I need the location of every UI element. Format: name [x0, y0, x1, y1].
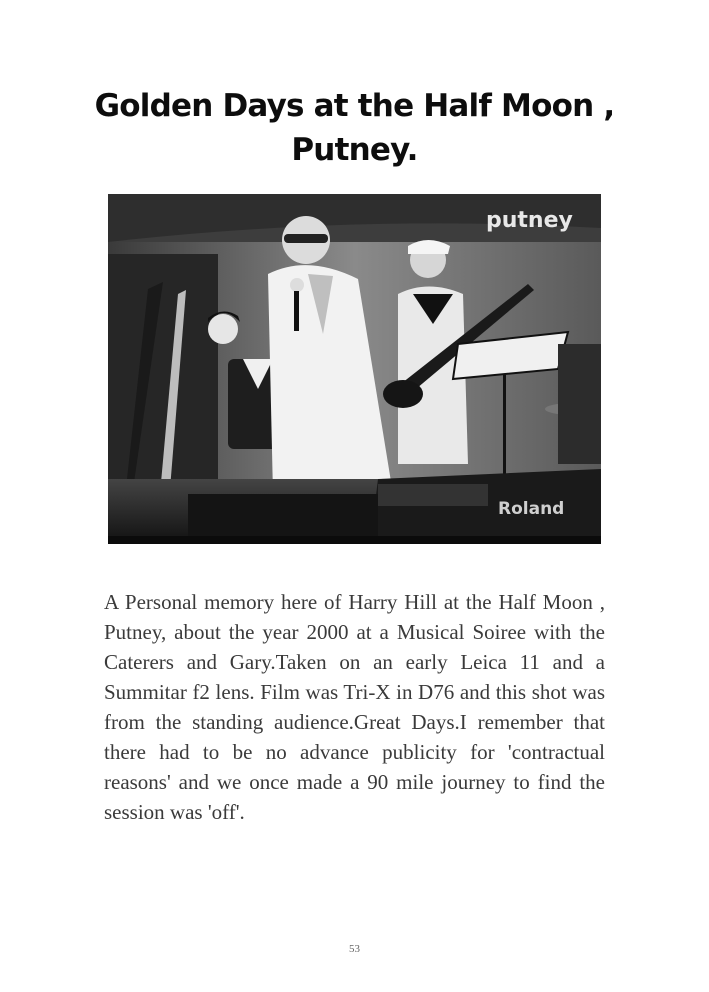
- body-paragraph: A Personal memory here of Harry Hill at the Half Moon , Putney, about the year 2000 at a Musical Soiree with the Caterers and Gary.Taken on an early Leica 11 and a Summitar f2 lens. Film was Tri-X in D76 and this shot was from the standing audience.Great Days.I remember that there had to be no advance publicity for 'contractual reasons' and we once made a 90 mile journey to find the session was 'off'.: [104, 590, 605, 824]
- page-title: Golden Days at the Half Moon , Putney.: [94, 88, 615, 168]
- page-number: 53: [349, 943, 360, 955]
- keyboard-brand: Roland: [498, 499, 565, 519]
- band-photo: [108, 194, 601, 544]
- banner-text: putney: [486, 208, 573, 233]
